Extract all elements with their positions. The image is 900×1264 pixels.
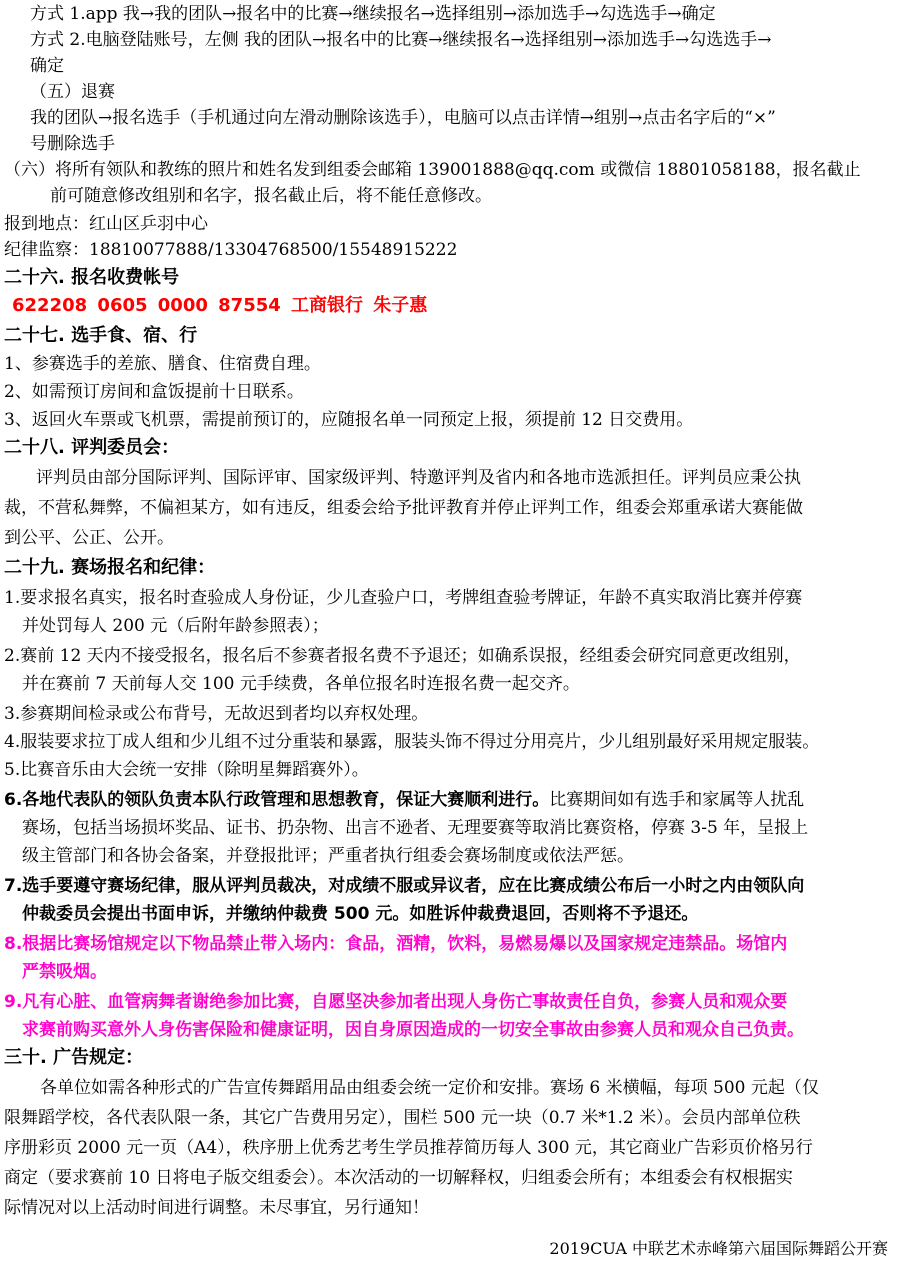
method-1-text: 方式 1.app 我→我的团队→报名中的比赛→继续报名→选择组别→添加选手→勾选选手→确定: [30, 4, 716, 24]
section-28-title: 二十八. 评判委员会：: [4, 437, 180, 458]
rule-6-line-2: 赛场，包括当场损坏奖品、证书、扔杂物、出言不逊者、无理要赛等取消比赛资格，停赛 3-5 年，呈报上: [22, 818, 809, 838]
rule-2-line-1: 2.赛前 12 天内不接受报名，报名后不参赛者报名费不予退还；如确系误报，经组委会研究同意更改组别，: [4, 646, 801, 666]
ads-para-line-3: 序册彩页 2000 元一页（A4），秩序册上优秀艺考生学员推荐简历每人 300 元，其它商业广告彩页价格另行: [4, 1138, 813, 1158]
rule-9-line-1: 9.凡有心脏、血管病舞者谢绝参加比赛，自愿坚决参加者出现人身伤亡事故责任自负，参赛人员和观众要: [4, 992, 788, 1012]
bank-account: 622208 0605 0000 87554 工商银行 朱子惠: [12, 295, 428, 316]
rule-7-line-1: 7.选手要遵守赛场纪律，服从评判员裁决，对成绩不服或异议者，应在比赛成绩公布后一小时之内由领队向: [4, 876, 805, 896]
jury-para-line-2: 裁，不营私舞弊，不偏袒某方，如有违反，组委会给予批评教育并停止评判工作，组委会郑重承诺大赛能做: [4, 498, 803, 518]
method-2-text: 方式 2.电脑登陆账号，左侧 我的团队→报名中的比赛→继续报名→选择组别→添加选手→勾选选手→: [30, 30, 772, 50]
jury-para-line-1: 评判员由部分国际评判、国际评审、国家级评判、特邀评判及省内和各地市选派担任。评判员应秉公执: [36, 468, 801, 488]
lodging-item-3: 3、返回火车票或飞机票，需提前预订的，应随报名单一同预定上报，须提前 12 日交费用。: [4, 410, 694, 430]
jury-para-line-3: 到公平、公正、公开。: [4, 528, 174, 548]
ads-para-line-2: 限舞蹈学校，各代表队限一条，其它广告费用另定），围栏 500 元一块（0.7 米*1.2 米）。会员内部单位秩: [4, 1108, 801, 1128]
page-footer: 2019CUA 中联艺术赤峰第六届国际舞蹈公开赛: [549, 1239, 888, 1258]
withdraw-heading: （五）退赛: [30, 82, 115, 102]
rule-1-line-2: 并处罚每人 200 元（后附年龄参照表）；: [22, 616, 329, 636]
method-2-continuation: 确定: [30, 56, 64, 76]
rule-4: 4.服装要求拉丁成人组和少儿组不过分重装和暴露，服装头饰不得过分用亮片，少儿组别最好采用规定服装。: [4, 732, 820, 752]
ads-para-line-5: 际情况对以上活动时间进行调整。未尽事宜，另行通知！: [4, 1198, 429, 1218]
withdraw-text: 我的团队→报名选手（手机通过向左滑动删除该选手），电脑可以点击详情→组别→点击名字后的“×”: [30, 108, 776, 128]
venue-text: 报到地点：红山区乒羽中心: [4, 214, 208, 234]
ads-para-line-1: 各单位如需各种形式的广告宣传舞蹈用品由组委会统一定价和安排。赛场 6 米横幅，每项 500 元起（仅: [40, 1078, 819, 1098]
ads-para-line-4: 商定（要求赛前 10 日将电子版交组委会）。本次活动的一切解释权，归组委会所有；本组委会有权根据实: [4, 1168, 793, 1188]
photos-continuation: 前可随意修改组别和名字，报名截止后，将不能任意修改。: [50, 186, 492, 206]
rule-6-line-3: 级主管部门和各协会备案，并登报批评；严重者执行组委会赛场制度或依法严惩。: [22, 846, 634, 866]
rule-3: 3.参赛期间检录或公布背号，无故迟到者均以弃权处理。: [4, 704, 429, 724]
rule-8-line-2: 严禁吸烟。: [22, 962, 107, 982]
rule-8-line-1: 8.根据比赛场馆规定以下物品禁止带入场内：食品，酒精，饮料，易燃易爆以及国家规定违禁品。场馆内: [4, 934, 788, 954]
rule-5: 5.比赛音乐由大会统一安排（除明星舞蹈赛外）。: [4, 760, 369, 780]
rule-9-line-2: 求赛前购买意外人身伤害保险和健康证明，因自身原因造成的一切安全事故由参赛人员和观众自己负责。: [22, 1020, 804, 1040]
rule-6-line-1: [4, 788, 804, 812]
lodging-item-1: 1、参赛选手的差旅、膳食、住宿费自理。: [4, 354, 321, 374]
rule-2-line-2: 并在赛前 7 天前每人交 100 元手续费，各单位报名时连报名费一起交齐。: [22, 674, 580, 694]
withdraw-continuation: 号删除选手: [30, 134, 115, 154]
rule-7-line-2: 仲裁委员会提出书面申诉，并缴纳仲裁费 500 元。如胜诉仲裁费退回，否则将不予退还。: [22, 904, 699, 924]
rule-6-normal-part: 比赛期间如有选手和家属等人扰乱: [549, 790, 805, 810]
rule-1-line-1: 1.要求报名真实，报名时查验成人身份证，少儿查验户口，考牌组查验考牌证，年龄不真实取消比赛并停赛: [4, 588, 803, 608]
discipline-phones: 纪律监察：18810077888/13304768500/15548915222: [4, 240, 458, 260]
photos-instruction: （六）将所有领队和教练的照片和姓名发到组委会邮箱 139001888@qq.com 或微信 18801058188，报名截止: [4, 160, 861, 180]
section-29-title: 二十九. 赛场报名和纪律：: [4, 557, 216, 578]
section-30-title: 三十. 广告规定：: [4, 1047, 144, 1068]
rule-6-bold-part: 6.各地代表队的领队负责本队行政管理和思想教育，保证大赛顺利进行。: [4, 790, 550, 810]
section-27-title: 二十七. 选手食、宿、行: [4, 325, 198, 346]
lodging-item-2: 2、如需预订房间和盒饭提前十日联系。: [4, 382, 304, 402]
section-26-title: 二十六. 报名收费帐号: [4, 267, 180, 288]
